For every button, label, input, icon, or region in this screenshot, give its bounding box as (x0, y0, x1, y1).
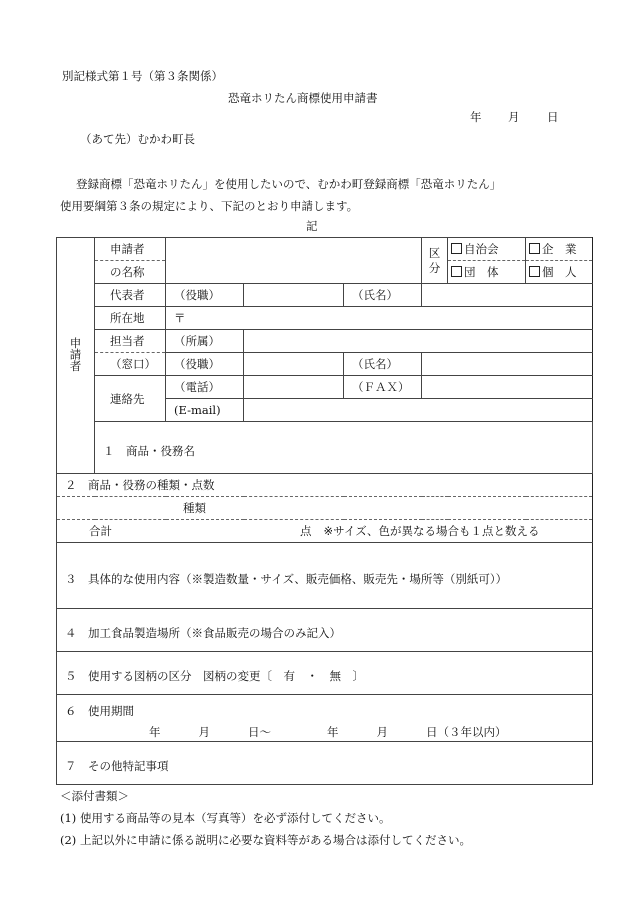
address-field[interactable] (166, 307, 593, 330)
section-5-design[interactable] (57, 652, 593, 695)
section-4-label: ４ 加工食品製造場所（※食品販売の場合のみ記入） (65, 626, 341, 640)
date-day-label: 日 (547, 110, 559, 124)
contact-person-label-1: 担当者 (95, 330, 166, 353)
section-3-label: ３ 具体的な使用内容（※製造数量・サイズ、販売価格、販売先・場所等（別紙可）） (65, 571, 508, 586)
applicant-section-label: 申請者 (57, 238, 95, 474)
applicant-name-label-1: 申請者 (95, 238, 166, 261)
representative-title-label: （役職） (166, 284, 244, 307)
application-form-table (56, 237, 593, 785)
section-2-total[interactable] (57, 520, 593, 543)
addressee: （あて先）むかわ町長 (80, 132, 195, 146)
form-title: 恐竜ホリたん商標使用申請書 (228, 91, 378, 105)
email-field[interactable] (244, 399, 593, 422)
total-note: ※サイズ、色が異なる場合も１点と数える (323, 524, 540, 538)
checkbox-icon[interactable] (529, 266, 540, 277)
representative-title-field[interactable] (244, 284, 344, 307)
section-6-period[interactable] (57, 695, 593, 742)
contact-name-field[interactable] (422, 353, 593, 376)
option-local-gov[interactable]: 自治会 (448, 238, 526, 261)
applicant-name-label-2: の名称 (95, 261, 166, 284)
fax-label: （ＦＡＸ） (344, 376, 422, 399)
section-3-usage[interactable] (57, 543, 593, 609)
attachment-item-2: (2) 上記以外に申請に係る説明に必要な資料等がある場合は添付してください。 (60, 833, 471, 847)
checkbox-icon[interactable] (451, 243, 462, 254)
representative-name-field[interactable] (422, 284, 593, 307)
email-label: (E-mail) (166, 399, 244, 422)
section-2-label: ２ 商品・役務の種類・点数 (57, 474, 593, 497)
phone-label: （電話） (166, 376, 244, 399)
form-number: 別記様式第１号（第３条関係） (62, 69, 223, 83)
representative-label: 代表者 (95, 284, 166, 307)
contact-dept-label: （所属） (166, 330, 244, 353)
ki-label: 記 (306, 219, 318, 233)
fax-field[interactable] (422, 376, 593, 399)
section-6-label: ６ 使用期間 (65, 703, 134, 718)
attachments-heading: ＜添付書類＞ (60, 789, 129, 803)
phone-field[interactable] (244, 376, 344, 399)
point-unit: 点 (300, 524, 312, 538)
contact-title-field[interactable] (244, 353, 344, 376)
postal-mark: 〒 (174, 311, 186, 325)
section-2-kind[interactable]: 種類 (57, 497, 593, 520)
contact-dept-field[interactable] (244, 330, 593, 353)
option-individual[interactable]: 個 人 (526, 261, 593, 284)
contact-title-label: （役職） (166, 353, 244, 376)
section-7-notes[interactable] (57, 742, 593, 785)
total-label: 合計 (89, 524, 112, 538)
date-year-label: 年 (470, 110, 482, 124)
contact-person-label-2: （窓口） (95, 353, 166, 376)
section-7-label: ７ その他特記事項 (65, 759, 169, 773)
option-company[interactable]: 企 業 (526, 238, 593, 261)
contact-label: 連絡先 (95, 376, 166, 422)
attachment-item-1: (1) 使用する商品等の見本（写真等）を必ず添付してください。 (60, 811, 391, 825)
address-label: 所在地 (95, 307, 166, 330)
option-group[interactable]: 団 体 (448, 261, 526, 284)
checkbox-icon[interactable] (529, 243, 540, 254)
representative-name-label: （氏名） (344, 284, 422, 307)
section-4-factory[interactable] (57, 609, 593, 652)
contact-name-label: （氏名） (344, 353, 422, 376)
applicant-name-field[interactable] (166, 238, 422, 284)
kubun-label: 区 分 (422, 238, 448, 284)
section-1-label: １ 商品・役務名 (103, 443, 195, 458)
date-month-label: 月 (508, 110, 520, 124)
intro-line-2: 使用要綱第３条の規定により、下記のとおり申請します。 (60, 199, 359, 213)
period-range: 年 月 日～ 年 月 日（３年以内） (149, 724, 507, 739)
checkbox-icon[interactable] (451, 266, 462, 277)
intro-line-1: 登録商標「恐竜ホリたん」を使用したいので、むかわ町登録商標「恐竜ホリたん」 (76, 177, 502, 191)
section-1-product-name[interactable] (95, 422, 593, 474)
section-5-label: ５ 使用する図柄の区分 図柄の変更〔 有 ・ 無 〕 (65, 669, 364, 683)
